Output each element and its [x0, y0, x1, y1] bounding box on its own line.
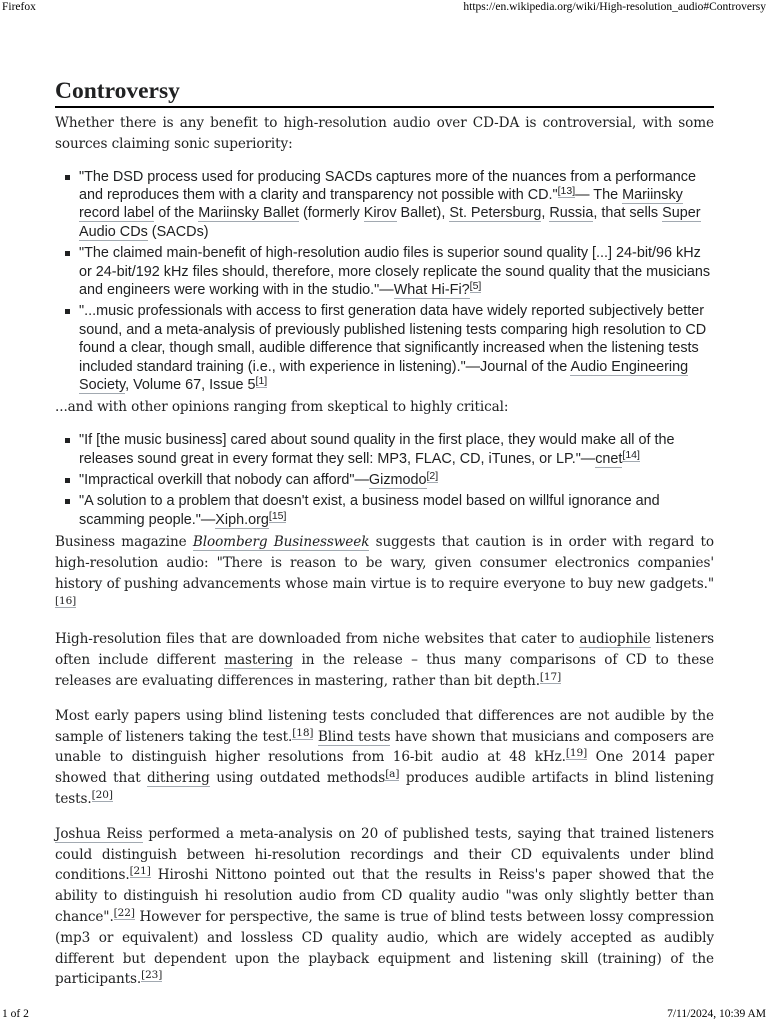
reiss-paragraph: Joshua Reiss performed a meta-analysis on 20 of published tests, saying that trained listeners could distinguish between hi-resolution recordings and their CD equivalents under blind conditions.[21] Hiroshi Nittono pointed out that the results in Reiss's paper showed that the ability to distinguish hi resolution audio from CD quality audio "was only slightly better than chance".[22] However for perspective, the same is true of blind tests between lossy compression (mp3 or equivalent) and lossless CD quality audio, which are widely accepted as audibly different but dependent upon the playback equipment and listening skill (training) of the participants.[23] — [55, 825, 714, 988]
citation-link[interactable]: [20] — [91, 789, 113, 802]
page-number: 1 of 2 — [2, 1008, 29, 1020]
print-header — [0, 0, 768, 20]
citation-link[interactable]: [2] — [426, 470, 439, 483]
link-mariinsky-label[interactable]: Mariinsky record label — [79, 187, 683, 222]
citation-link[interactable]: [23] — [141, 969, 163, 982]
link-st-petersburg[interactable]: St. Petersburg — [449, 205, 542, 222]
list-item: "The claimed main-benefit of high-resolution audio files is superior sound quality [...] 24-bit/96 kHz or 24-bit/192 kHz files should, therefore, more closely replicate the sound quality that the musicians and engineers were working with in the studio."—What Hi-Fi?[5] — [55, 244, 714, 299]
link-xiph[interactable]: Xiph.org — [215, 511, 269, 528]
link-russia[interactable]: Russia — [549, 205, 594, 222]
link-joshua-reiss[interactable]: Joshua Reiss — [55, 825, 143, 842]
bloomberg-paragraph: Business magazine Bloomberg Businessweek suggests that caution is in order with regard to high-resolution audio: "There is reason to be wary, given consumer electronics companies' history of pushing advancements whose main virtue is to require everyone to buy new gadgets."[16] — [55, 534, 714, 607]
section-heading: Controversy — [55, 77, 714, 108]
link-kirov[interactable]: Kirov — [363, 205, 397, 222]
citation-link[interactable]: [5] — [469, 280, 482, 293]
bullet-icon — [65, 175, 70, 180]
link-cnet[interactable]: cnet — [595, 450, 623, 467]
supporting-quotes-list — [55, 168, 714, 395]
link-what-hifi[interactable]: What Hi-Fi? — [393, 282, 470, 299]
citation-link[interactable]: [1] — [255, 375, 268, 388]
link-audiophile[interactable]: audiophile — [579, 631, 651, 648]
list-item: "A solution to a problem that doesn't exist, a business model based on willful ignorance and scamming people."—Xiph.org[15] — [55, 492, 714, 529]
citation-link[interactable]: [19] — [565, 747, 588, 760]
citation-link[interactable]: [16] — [55, 594, 77, 607]
link-dithering[interactable]: dithering — [147, 770, 210, 787]
link-mariinsky-ballet[interactable]: Mariinsky Ballet — [198, 205, 299, 222]
link-blind-tests[interactable]: Blind tests — [317, 728, 391, 745]
bullet-icon — [65, 251, 70, 256]
link-aes[interactable]: Audio Engineering Society — [79, 358, 689, 394]
print-footer — [0, 1004, 768, 1024]
citation-link[interactable]: [13] — [557, 185, 576, 197]
citation-link[interactable]: [17] — [539, 671, 562, 684]
article-content — [55, 77, 714, 990]
bullet-icon — [65, 499, 70, 504]
citation-link[interactable]: [21] — [129, 865, 151, 878]
bullet-icon — [65, 438, 70, 443]
citation-link[interactable]: [14] — [622, 448, 640, 461]
critical-quotes-list — [55, 431, 714, 529]
link-bloomberg[interactable]: Bloomberg Businessweek — [192, 534, 370, 551]
print-datetime: 7/11/2024, 10:39 AM — [667, 1008, 766, 1020]
page-url: https://en.wikipedia.org/wiki/High-resolution_audio#Controversy — [463, 1, 766, 13]
list-item: "If [the music business] cared about sound quality in the first place, they would make all of the releases sound great in every format they sell: MP3, FLAC, CD, iTunes, or LP."—cnet[14] — [55, 431, 714, 468]
files-paragraph: High-resolution files that are downloaded from niche websites that cater to audiophile listeners often include different mastering in the release – thus many comparisons of CD to these releases are evaluating differences in mastering, rather than bit depth.[17] — [55, 631, 714, 690]
link-super-audio-cd[interactable]: Super Audio CDs — [79, 205, 701, 240]
link-gizmodo[interactable]: Gizmodo — [368, 472, 427, 489]
list-item: "The DSD process used for producing SACDs captures more of the nuances from a performance and reproduces them with a clarity and transparency not possible with CD."[13]— The Mariinsky record label of the Mariinsky Ballet (formerly Kirov Ballet), St. Petersburg, Russia, that sells Super Audio CDs (SACDs) — [55, 168, 714, 242]
link-mastering[interactable]: mastering — [224, 652, 294, 669]
list-item: "...music professionals with access to first generation data have widely reported subjectively better sound, and a meta-analysis of previously published listening tests comparing high resolution to CD found a clear, though small, audible difference that significantly increased when the listening tests included standard training (i.e., with experience in listening)."—Journal of the Audio Engineering Society, Volume 67, Issue 5[1] — [55, 302, 714, 394]
citation-link[interactable]: [22] — [113, 907, 135, 920]
intro-paragraph: Whether there is any benefit to high-resolution audio over CD-DA is controversial, with some sources claiming sonic superiority: — [55, 115, 714, 152]
citation-link[interactable]: [18] — [292, 726, 314, 739]
transition-paragraph: ...and with other opinions ranging from skeptical to highly critical: — [55, 399, 509, 416]
list-item: "Impractical overkill that nobody can afford"—Gizmodo[2] — [55, 471, 714, 489]
blind-tests-paragraph: Most early papers using blind listening tests concluded that differences are not audible by the sample of listeners taking the test.[18] Blind tests have shown that musicians and composers are unable to distinguish higher resolutions from 16-bit audio at 48 kHz.[19] One 2014 paper showed that dithering using outdated methods[a] produces audible artifacts in blind listening tests.[20] — [55, 707, 714, 808]
bullet-icon — [65, 309, 70, 314]
citation-link[interactable]: [15] — [268, 509, 287, 522]
note-link[interactable]: [a] — [385, 768, 400, 781]
browser-name: Firefox — [2, 1, 36, 13]
bullet-icon — [65, 478, 70, 483]
